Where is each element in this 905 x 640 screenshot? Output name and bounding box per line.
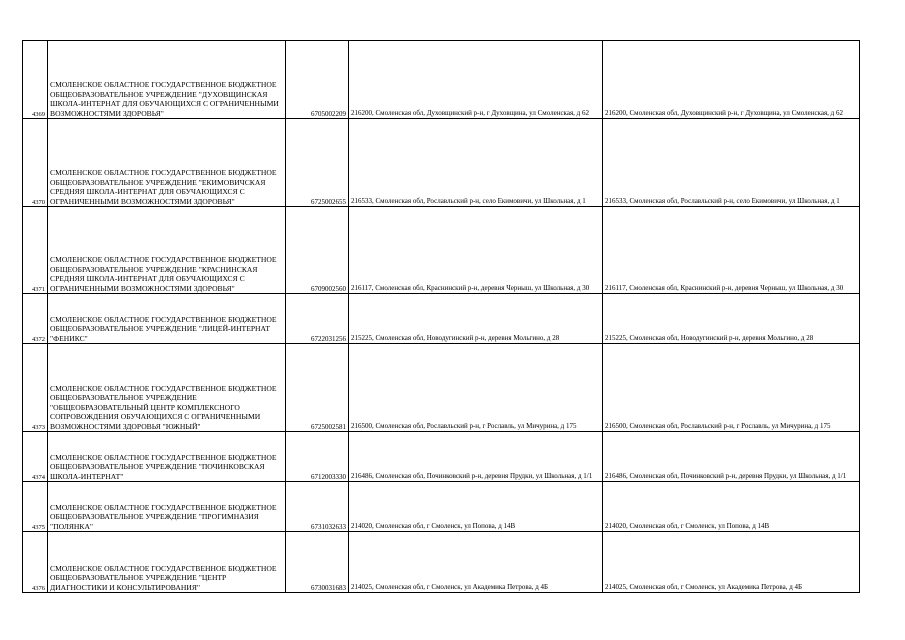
- organization-name-cell: СМОЛЕНСКОЕ ОБЛАСТНОЕ ГОСУДАРСТВЕННОЕ БЮДЖЕТНОЕ ОБЩЕОБРАЗОВАТЕЛЬНОЕ УЧРЕЖДЕНИЕ "ПОЧИНКОВСКАЯ ШКОЛА-ИНТЕРНАТ": [48, 432, 286, 482]
- row-number-cell: 4369: [23, 41, 48, 119]
- organization-name-cell: СМОЛЕНСКОЕ ОБЛАСТНОЕ ГОСУДАРСТВЕННОЕ БЮДЖЕТНОЕ ОБЩЕОБРАЗОВАТЕЛЬНОЕ УЧРЕЖДЕНИЕ "ПРОГИМНАЗИЯ "ПОЛЯНКА": [48, 482, 286, 532]
- actual-address-cell: 214020, Смоленская обл, г Смоленск, ул Попова, д 14В: [603, 482, 860, 532]
- table-row: [23, 119, 860, 207]
- actual-address-cell: 216500, Смоленская обл, Рославльский р-н, г Рославль, ул Мичурина, д 175: [603, 344, 860, 432]
- legal-address-cell: 216200, Смоленская обл, Духовщинский р-н, г Духовщина, ул Смоленская, д 62: [349, 41, 603, 119]
- row-number-cell: 4374: [23, 432, 48, 482]
- row-number-cell: 4371: [23, 207, 48, 294]
- table-row: [23, 482, 860, 532]
- organization-name-cell: СМОЛЕНСКОЕ ОБЛАСТНОЕ ГОСУДАРСТВЕННОЕ БЮДЖЕТНОЕ ОБЩЕОБРАЗОВАТЕЛЬНОЕ УЧРЕЖДЕНИЕ "ЛИЦЕЙ-ИНТЕРНАТ "ФЕНИКС": [48, 294, 286, 344]
- inn-cell: 6725002655: [286, 119, 349, 207]
- registry-table: [22, 40, 860, 593]
- inn-cell: 6709002560: [286, 207, 349, 294]
- organization-name-cell: СМОЛЕНСКОЕ ОБЛАСТНОЕ ГОСУДАРСТВЕННОЕ БЮДЖЕТНОЕ ОБЩЕОБРАЗОВАТЕЛЬНОЕ УЧРЕЖДЕНИЕ "ОБЩЕОБРАЗОВАТЕЛЬНЫЙ ЦЕНТР КОМПЛЕКСНОГО СОПРОВОЖДЕНИЯ ОБУЧАЮЩИХСЯ С ОГРАНИЧЕННЫМИ ВОЗМОЖНОСТЯМИ ЗДОРОВЬЯ "ЮЖНЫЙ": [48, 344, 286, 432]
- legal-address-cell: 216486, Смоленская обл, Починковский р-н, деревня Прудки, ул Школьная, д 1/1: [349, 432, 603, 482]
- row-number-cell: 4372: [23, 294, 48, 344]
- table-row: [23, 294, 860, 344]
- table-row: [23, 207, 860, 294]
- registry-rows: [23, 41, 860, 593]
- actual-address-cell: 216117, Смоленская обл, Краснинский р-н, деревня Черныш, ул Школьная, д 30: [603, 207, 860, 294]
- inn-cell: 6730031683: [286, 532, 349, 593]
- organization-name-cell: СМОЛЕНСКОЕ ОБЛАСТНОЕ ГОСУДАРСТВЕННОЕ БЮДЖЕТНОЕ ОБЩЕОБРАЗОВАТЕЛЬНОЕ УЧРЕЖДЕНИЕ "ДУХОВЩИНСКАЯ ШКОЛА-ИНТЕРНАТ ДЛЯ ОБУЧАЮЩИХСЯ С ОГРАНИЧЕННЫМИ ВОЗМОЖНОСТЯМИ ЗДОРОВЬЯ": [48, 41, 286, 119]
- inn-cell: 6731032633: [286, 482, 349, 532]
- inn-cell: 6725002581: [286, 344, 349, 432]
- row-number-cell: 4370: [23, 119, 48, 207]
- row-number-cell: 4375: [23, 482, 48, 532]
- actual-address-cell: 214025, Смоленская обл, г Смоленск, ул Академика Петрова, д 4Б: [603, 532, 860, 593]
- actual-address-cell: 216200, Смоленская обл, Духовщинский р-н, г Духовщина, ул Смоленская, д 62: [603, 41, 860, 119]
- inn-cell: 6722031256: [286, 294, 349, 344]
- row-number-cell: 4376: [23, 532, 48, 593]
- inn-cell: 6712003330: [286, 432, 349, 482]
- table-row: [23, 344, 860, 432]
- organization-name-cell: СМОЛЕНСКОЕ ОБЛАСТНОЕ ГОСУДАРСТВЕННОЕ БЮДЖЕТНОЕ ОБЩЕОБРАЗОВАТЕЛЬНОЕ УЧРЕЖДЕНИЕ "ЦЕНТР ДИАГНОСТИКИ И КОНСУЛЬТИРОВАНИЯ": [48, 532, 286, 593]
- table-row: [23, 432, 860, 482]
- legal-address-cell: 214020, Смоленская обл, г Смоленск, ул Попова, д 14В: [349, 482, 603, 532]
- organization-name-cell: СМОЛЕНСКОЕ ОБЛАСТНОЕ ГОСУДАРСТВЕННОЕ БЮДЖЕТНОЕ ОБЩЕОБРАЗОВАТЕЛЬНОЕ УЧРЕЖДЕНИЕ "КРАСНИНСКАЯ СРЕДНЯЯ ШКОЛА-ИНТЕРНАТ ДЛЯ ОБУЧАЮЩИХСЯ С ОГРАНИЧЕННЫМИ ВОЗМОЖНОСТЯМИ ЗДОРОВЬЯ": [48, 207, 286, 294]
- actual-address-cell: 215225, Смоленская обл, Новодугинский р-н, деревня Мольгино, д 28: [603, 294, 860, 344]
- legal-address-cell: 216533, Смоленская обл, Рославльский р-н, село Екимовичи, ул Школьная, д 1: [349, 119, 603, 207]
- legal-address-cell: 216500, Смоленская обл, Рославльский р-н, г Рославль, ул Мичурина, д 175: [349, 344, 603, 432]
- legal-address-cell: 216117, Смоленская обл, Краснинский р-н, деревня Черныш, ул Школьная, д 30: [349, 207, 603, 294]
- legal-address-cell: 214025, Смоленская обл, г Смоленск, ул Академика Петрова, д 4Б: [349, 532, 603, 593]
- table-row: [23, 41, 860, 119]
- actual-address-cell: 216533, Смоленская обл, Рославльский р-н, село Екимовичи, ул Школьная, д 1: [603, 119, 860, 207]
- table-row: [23, 532, 860, 593]
- organization-name-cell: СМОЛЕНСКОЕ ОБЛАСТНОЕ ГОСУДАРСТВЕННОЕ БЮДЖЕТНОЕ ОБЩЕОБРАЗОВАТЕЛЬНОЕ УЧРЕЖДЕНИЕ "ЕКИМОВИЧСКАЯ СРЕДНЯЯ ШКОЛА-ИНТЕРНАТ ДЛЯ ОБУЧАЮЩИХСЯ С ОГРАНИЧЕННЫМИ ВОЗМОЖНОСТЯМИ ЗДОРОВЬЯ": [48, 119, 286, 207]
- inn-cell: 6705002209: [286, 41, 349, 119]
- actual-address-cell: 216486, Смоленская обл, Починковский р-н, деревня Прудки, ул Школьная, д 1/1: [603, 432, 860, 482]
- row-number-cell: 4373: [23, 344, 48, 432]
- legal-address-cell: 215225, Смоленская обл, Новодугинский р-н, деревня Мольгино, д 28: [349, 294, 603, 344]
